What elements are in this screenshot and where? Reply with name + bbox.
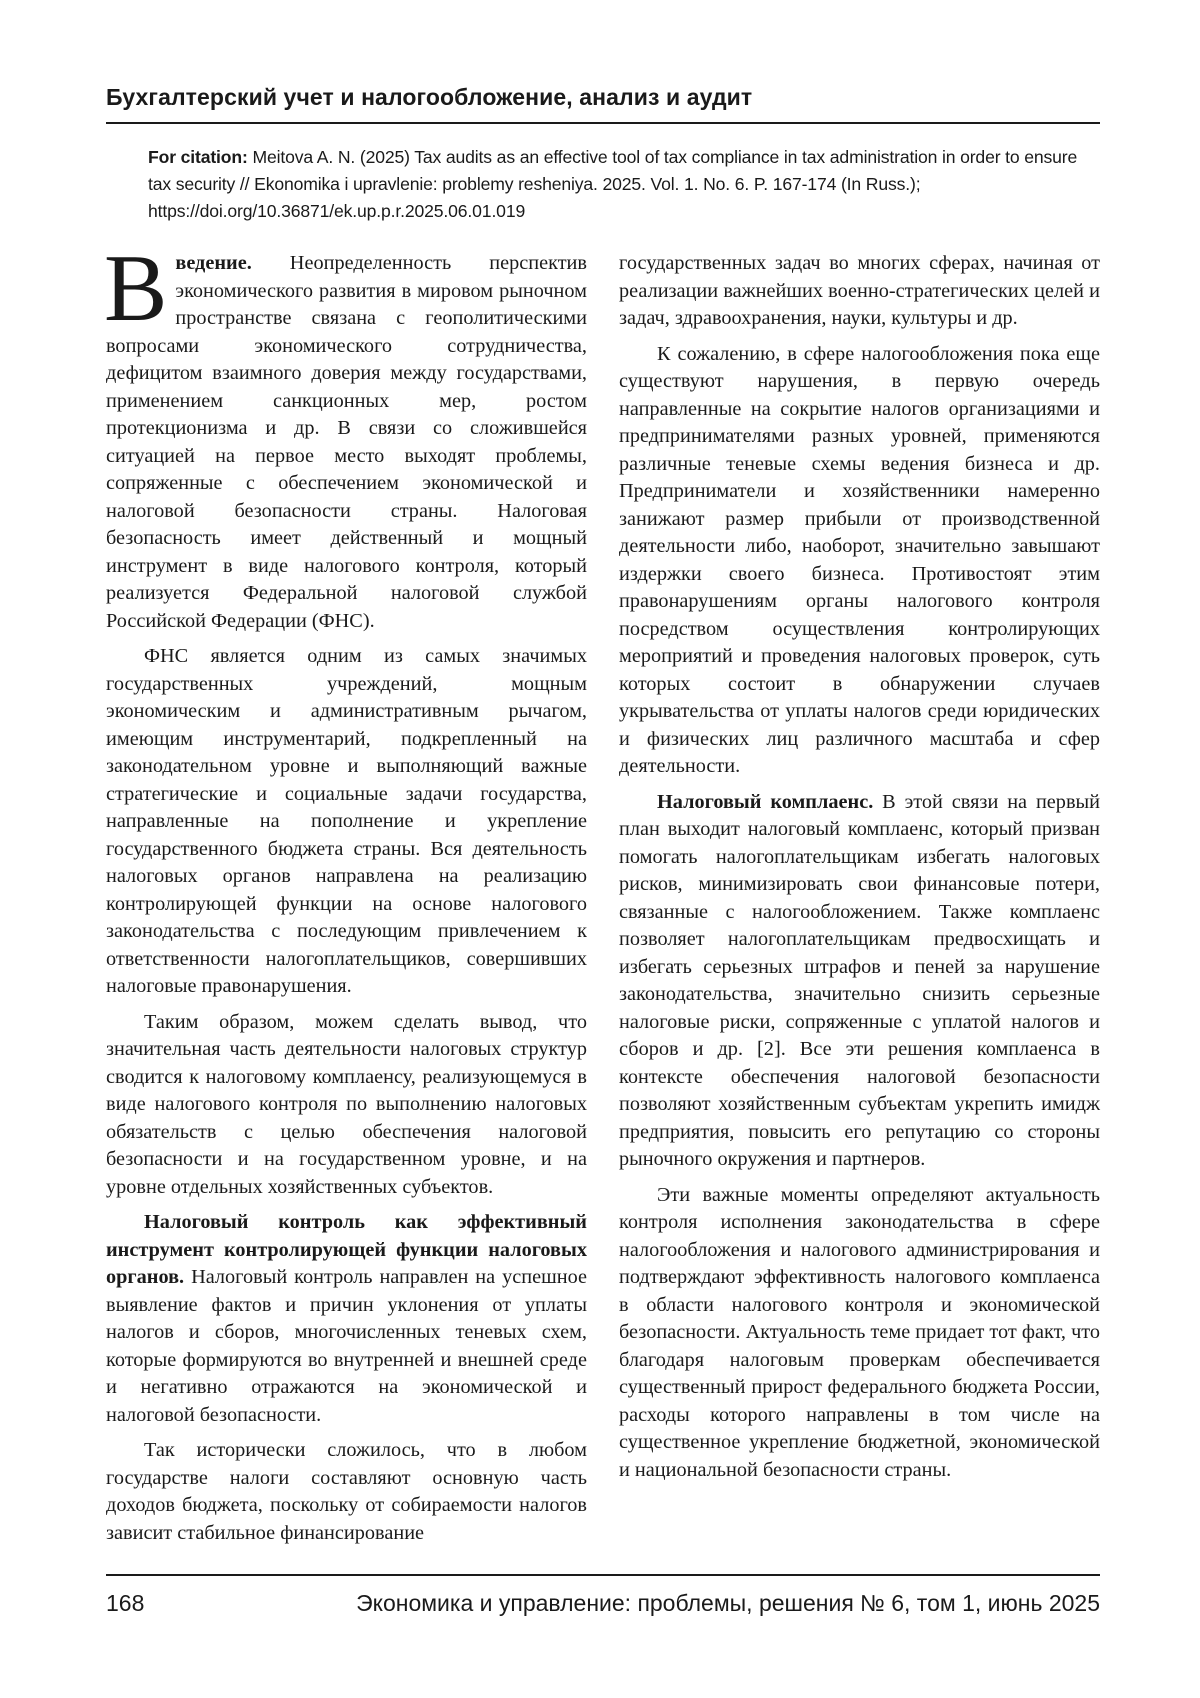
paragraph-fns: ФНС является одним из самых значимых государственных учреждений, мощным экономическим и административным рычагом, имеющим инструментарий, подкрепленный на законодательном уровне и выполняющий важные стратегические и социальные задачи государства, направленные на пополнение и укрепление государственного бюджета страны. Вся деятельность налоговых органов направлена на реализацию контролирующей функции на основе налогового законодательства с последующим привлечением к ответственности налогоплательщиков, совершивших налоговые правонарушения. — [106, 643, 587, 1001]
footer-rule — [106, 1574, 1100, 1576]
right-column — [619, 250, 1100, 1492]
journal-footer: Экономика и управление: проблемы, решения № 6, том 1, июнь 2025 — [356, 1590, 1100, 1617]
intro-text: Неопределенность перспектив экономического развития в мировом рыночном пространстве связана с геополитическими вопросами экономического сотрудничества, дефицитом взаимного доверия между государствами, применением санкционных мер, ростом протекционизма и др. В связи со сложившейся ситуацией на первое место выходят проблемы, сопряженные с обеспечением экономической и налоговой безопасности страны. Налоговая безопасность имеет действенный и мощный инструмент в виде налогового контроля, который реализуется Федеральной налоговой службой Российской Федерации (ФНС). — [106, 252, 587, 632]
left-column — [106, 250, 587, 1555]
paragraph-violations: К сожалению, в сфере налогообложения пока еще существуют нарушения, в первую очередь направленные на сокрытие налогов организациями и предпринимателями разных уровней, применяются различные теневые схемы ведения бизнеса и др. Предприниматели и хозяйственники намеренно занижают размер прибыли от производственной деятельности либо, наоборот, значительно завышают издержки своего бизнеса. Противостоят этим правонарушениям органы налогового контроля посредством осуществления контролирующих мероприятий и проведения налоговых проверок, суть которых состоит в обнаружении случаев укрывательства от уплаты налогов среди юридических и физических лиц различного масштаба и сфер деятельности. — [619, 341, 1100, 781]
intro-lead: ведение. — [175, 252, 251, 274]
drop-cap: В — [104, 252, 167, 326]
paragraph-tax-control — [106, 1209, 587, 1429]
tax-control-text: Налоговый контроль направлен на успешное выявление фактов и причин уклонения от уплаты налогов и сборов, многочисленных теневых схем, которые формируются во внутренней и внешней среде и негативно отражаются на экономической и налоговой безопасности. — [106, 1266, 587, 1426]
section-heading-compliance: Налоговый комплаенс. — [657, 791, 873, 813]
page-number: 168 — [106, 1590, 144, 1617]
paragraph-history: Так исторически сложилось, что в любом государстве налоги составляют основную часть доходов бюджета, поскольку от собираемости налогов зависит стабильное финансирование — [106, 1437, 587, 1547]
citation-block — [148, 144, 1102, 225]
citation-label: For citation: — [148, 147, 248, 167]
journal-page — [0, 0, 1200, 1698]
paragraph-continued: государственных задач во многих сферах, начиная от реализации важнейших военно-стратегических целей и задач, здравоохранения, науки, культуры и др. — [619, 250, 1100, 333]
paragraph-conclusion: Таким образом, можем сделать вывод, что значительная часть деятельности налоговых структур сводится к налоговому комплаенсу, реализующемуся в виде налогового контроля по выполнению налоговых обязательств с целью обеспечения налоговой безопасности и на государственном уровне, и на уровне отдельных хозяйственных субъектов. — [106, 1009, 587, 1202]
paragraph-relevance: Эти важные моменты определяют актуальность контроля исполнения законодательства в сфере налогообложения и налогового администрирования и подтверждают эффективность налогового комплаенса в области налогового контроля и экономической безопасности. Актуальность теме придает тот факт, что благодаря налоговым проверкам обеспечивается существенный прирост федерального бюджета России, расходы которого направлены в том числе на существенное укрепление бюджетной, экономической и национальной безопасности страны. — [619, 1182, 1100, 1485]
header-rule — [106, 122, 1100, 124]
section-heading-tax-control: Налоговый контроль как эффективный инструмент контролирующей функции налоговых органов. — [106, 1211, 587, 1288]
paragraph-compliance — [619, 789, 1100, 1174]
running-title: Бухгалтерский учет и налогообложение, анализ и аудит — [106, 84, 1100, 111]
intro-paragraph — [106, 250, 587, 635]
citation-text: Meitova A. N. (2025) Tax audits as an effective tool of tax compliance in tax administration in order to ensure tax security // Ekonomika i upravlenie: problemy resheniya. 2025. Vol. 1. No. 6. P. 167-174 (In Russ.); https://doi.org/10.36871/ek.up.p.r.2025.06.01.019 — [148, 147, 1077, 221]
compliance-text: В этой связи на первый план выходит налоговый комплаенс, который призван помогать налогоплательщикам избегать налоговых рисков, минимизировать свои финансовые потери, связанные с налогообложением. Также комплаенс позволяет налогоплательщикам предвосхищать и избегать серьезных штрафов и пеней за нарушение законодательства, значительно снизить серьезные налоговые риски, сопряженные с уплатой налогов и сборов и др. [2]. Все эти решения комплаенса в контексте обеспечения налоговой безопасности позволяют хозяйственным субъектам укрепить имидж предприятия, повысить его репутацию со стороны рыночного окружения и партнеров. — [619, 791, 1100, 1171]
